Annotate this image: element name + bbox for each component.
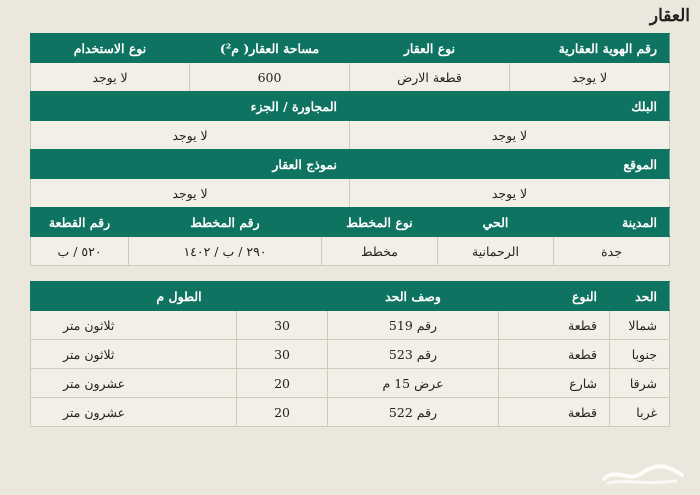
value-block: لا يوجد <box>350 121 670 150</box>
boundary-length-words: عشرون متر <box>31 398 237 427</box>
value-location: لا يوجد <box>350 179 670 208</box>
boundary-length-words: ثلاثون متر <box>31 311 237 340</box>
value-city: جدة <box>554 237 670 266</box>
table-row <box>31 369 670 398</box>
header-city: المدينة <box>554 208 670 237</box>
value-property-model: لا يوجد <box>31 179 350 208</box>
header-property-area: مساحة العقار( م²) <box>190 34 350 63</box>
table-row <box>31 398 670 427</box>
header-block: البلك <box>350 92 670 121</box>
header-usage-type: نوع الاستخدام <box>31 34 190 63</box>
header-property-type: نوع العقار <box>350 34 510 63</box>
header-plan-type: نوع المخطط <box>322 208 438 237</box>
value-district: الرحمانية <box>438 237 554 266</box>
header-property-id: رقم الهوية العقارية <box>510 34 670 63</box>
value-property-type: قطعة الارض <box>350 63 510 92</box>
value-plan-number: ٢٩٠ / ب / ١٤٠٢ <box>129 237 322 266</box>
boundary-length: 30 <box>237 340 328 369</box>
header-plot-number: رقم القطعة <box>31 208 129 237</box>
boundary-side: غربا <box>610 398 670 427</box>
header-boundary-type: النوع <box>499 282 610 311</box>
value-property-area: 600 <box>190 63 350 92</box>
boundary-desc: رقم 519 <box>328 311 499 340</box>
table-row <box>31 311 670 340</box>
header-plan-number: رقم المخطط <box>129 208 322 237</box>
boundary-type: شارع <box>499 369 610 398</box>
value-neighborhood-part: لا يوجد <box>31 121 350 150</box>
boundary-side: شمالا <box>610 311 670 340</box>
header-district: الحي <box>438 208 554 237</box>
boundary-length-words: عشرون متر <box>31 369 237 398</box>
header-boundary: الحد <box>610 282 670 311</box>
boundary-length-words: ثلاثون متر <box>31 340 237 369</box>
boundary-type: قطعة <box>499 398 610 427</box>
value-plan-type: مخطط <box>322 237 438 266</box>
boundary-side: جنوبا <box>610 340 670 369</box>
header-length: الطول م <box>31 282 328 311</box>
block-table <box>30 91 670 150</box>
boundary-length: 20 <box>237 369 328 398</box>
boundary-side: شرقا <box>610 369 670 398</box>
header-location: الموقع <box>350 150 670 179</box>
boundary-type: قطعة <box>499 311 610 340</box>
header-property-model: نموذج العقار <box>31 150 350 179</box>
boundary-desc: رقم 523 <box>328 340 499 369</box>
value-plot-number: ٥٢٠ / ب <box>31 237 129 266</box>
value-usage-type: لا يوجد <box>31 63 190 92</box>
boundary-length: 30 <box>237 311 328 340</box>
boundary-desc: رقم 522 <box>328 398 499 427</box>
value-property-id: لا يوجد <box>510 63 670 92</box>
boundary-desc: عرض 15 م <box>328 369 499 398</box>
page-title: العقار <box>649 6 690 26</box>
location-table <box>30 149 670 208</box>
property-info-table <box>30 33 670 92</box>
boundary-length: 20 <box>237 398 328 427</box>
header-neighborhood-part: المجاورة / الجزء <box>31 92 350 121</box>
plan-table <box>30 207 670 266</box>
boundaries-table <box>30 281 670 427</box>
table-row <box>31 340 670 369</box>
boundary-type: قطعة <box>499 340 610 369</box>
header-boundary-desc: وصف الحد <box>328 282 499 311</box>
watermark-logo <box>598 461 688 487</box>
